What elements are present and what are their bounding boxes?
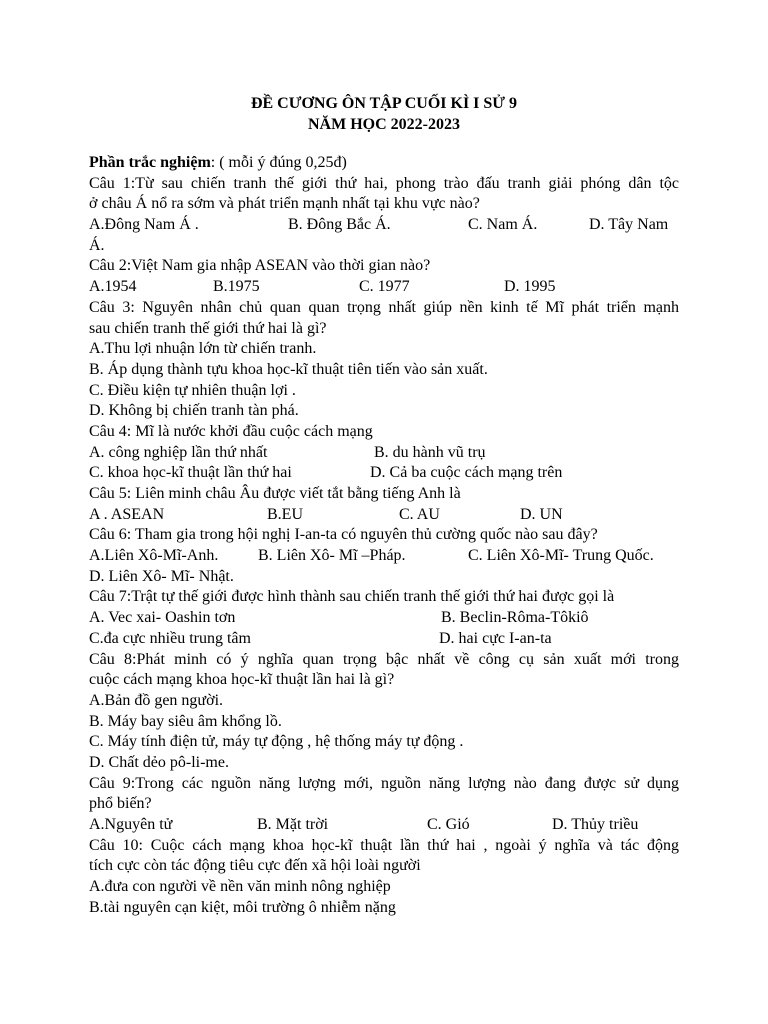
question-4-text: Câu 4: Mĩ là nước khởi đầu cuộc cách mạng	[89, 422, 373, 440]
question-6-option-a: A.Liên Xô-Mĩ-Anh.	[89, 547, 219, 565]
question-4-option-d: D. Cả ba cuộc cách mạng trên	[370, 464, 563, 482]
question-10-text: Câu 10: Cuộc cách mạng khoa học-kĩ thuật lần thứ hai , ngoài ý nghĩa và tác động	[89, 836, 679, 854]
question-2-option-a: A.1954	[89, 278, 137, 296]
question-8-text: Câu 8:Phát minh có ý nghĩa quan trọng bậc nhất về công cụ sản xuất mới trong	[89, 650, 679, 668]
section-heading	[89, 153, 679, 174]
question-5-option-a: A . ASEAN	[89, 505, 165, 523]
question-10-option-a: A.đưa con người về nền văn minh nông nghiệp	[89, 878, 391, 896]
question-2-text: Câu 2:Việt Nam gia nhập ASEAN vào thời gian nào?	[89, 257, 431, 275]
question-9-option-c: C. Gió	[427, 816, 470, 833]
question-2-option-d: D. 1995	[504, 278, 556, 296]
question-8-text-cont: cuộc cách mạng khoa học-kĩ thuật lần hai là gì?	[89, 671, 395, 689]
question-3-option-a: A.Thu lợi nhuận lớn từ chiến tranh.	[89, 340, 317, 358]
question-4-options-ab	[89, 443, 679, 464]
question-body	[89, 153, 679, 918]
question-5-text: Câu 5: Liên minh châu Âu được viết tắt bằng tiếng Anh là	[89, 485, 461, 502]
question-5-option-d: D. UN	[520, 505, 563, 523]
question-1-option-d: D. Tây Nam	[589, 216, 669, 234]
question-7-option-c: C.đa cực nhiều trung tâm	[89, 629, 251, 647]
question-9-text: Câu 9:Trong các nguồn năng lượng mới, nguồn năng lượng nào đang được sử dụng	[89, 774, 679, 792]
question-1-option-d-cont: Á.	[89, 236, 105, 254]
question-7-option-d: D. hai cực I-an-ta	[439, 629, 552, 647]
question-2-option-c: C. 1977	[359, 278, 410, 296]
question-8-option-b: B. Máy bay siêu âm khổng lồ.	[89, 712, 282, 730]
question-4-option-a: A. công nghiệp lần thứ nhất	[89, 443, 268, 461]
question-3-text-cont: sau chiến tranh thế giới thứ hai là gì?	[89, 319, 327, 337]
question-7-option-b: B. Beclin-Rôma-Tôkiô	[441, 609, 589, 627]
question-7-option-a: A. Vec xai- Oashin tơn	[89, 609, 236, 627]
question-8-option-a: A.Bản đồ gen người.	[89, 691, 224, 709]
question-4-option-c: C. khoa học-kĩ thuật lần thứ hai	[89, 464, 292, 482]
question-1-option-a: A.Đông Nam Á .	[89, 216, 199, 234]
question-9-option-a: A.Nguyên tử	[89, 816, 173, 833]
question-4-options-cd	[89, 463, 679, 484]
question-1-option-b: B. Đông Bắc Á.	[288, 216, 391, 234]
question-9-options	[89, 815, 679, 836]
question-7-options-cd	[89, 629, 679, 650]
question-6-option-d: D. Liên Xô- Mĩ- Nhật.	[89, 567, 234, 585]
question-7-text: Câu 7:Trật tự thế giới được hình thành sau chiến tranh thế giới thứ hai được gọi là	[89, 588, 615, 606]
school-year-title: NĂM HỌC 2022-2023	[308, 116, 460, 133]
question-10-text-cont: tích cực còn tác động tiêu cực đến xã hội loài người	[89, 857, 421, 875]
question-5-options	[89, 505, 679, 526]
question-8-option-d: D. Chất dẻo pô-li-me.	[89, 753, 229, 771]
question-2-options	[89, 277, 679, 298]
question-10-option-b: B.tài nguyên cạn kiệt, môi trường ô nhiễm nặng	[89, 898, 396, 916]
question-6-option-b: B. Liên Xô- Mĩ –Pháp.	[258, 547, 406, 565]
question-5-option-c: C. AU	[399, 505, 440, 523]
document-title: ĐỀ CƯƠNG ÔN TẬP CUỐI KÌ I SỬ 9	[250, 95, 518, 112]
question-8-option-c: C. Máy tính điện tử, máy tự động , hệ thống máy tự động .	[89, 733, 464, 751]
question-3-text: Câu 3: Nguyên nhân chủ quan quan trọng nhất giúp nền kinh tế Mĩ phát triển mạnh	[89, 298, 679, 316]
question-1-options	[89, 215, 679, 236]
question-2-option-b: B.1975	[213, 278, 260, 296]
section-heading-label: Phần trắc nghiệm	[89, 154, 211, 171]
question-6-options	[89, 546, 679, 567]
question-4-option-b: B. du hành vũ trụ	[374, 443, 486, 461]
question-1-text-cont: ở châu Á nổ ra sớm và phát triển mạnh nhất tại khu vực nào?	[89, 195, 480, 213]
question-3-option-c: C. Điều kiện tự nhiên thuận lợi .	[89, 381, 296, 399]
section-scoring-note: : ( mỗi ý đúng 0,25đ)	[210, 154, 347, 171]
question-7-options-ab	[89, 608, 679, 629]
question-3-option-b: B. Áp dụng thành tựu khoa học-kĩ thuật tiên tiến vào sản xuất.	[89, 360, 488, 378]
question-5-option-b: B.EU	[267, 505, 303, 523]
question-1-text: Câu 1:Từ sau chiến tranh thế giới thứ hai, phong trào đấu tranh giải phóng dân tộc	[89, 174, 679, 192]
question-9-text-cont: phổ biến?	[89, 795, 152, 813]
question-9-option-b: B. Mặt trời	[257, 816, 329, 833]
question-1-option-c: C. Nam Á.	[468, 216, 538, 234]
question-6-text: Câu 6: Tham gia trong hội nghị I-an-ta có nguyên thủ cường quốc nào sau đây?	[89, 526, 598, 544]
question-6-option-c: C. Liên Xô-Mĩ- Trung Quốc.	[468, 547, 654, 565]
question-3-option-d: D. Không bị chiến tranh tàn phá.	[89, 402, 299, 420]
question-9-option-d: D. Thủy triều	[552, 816, 639, 833]
